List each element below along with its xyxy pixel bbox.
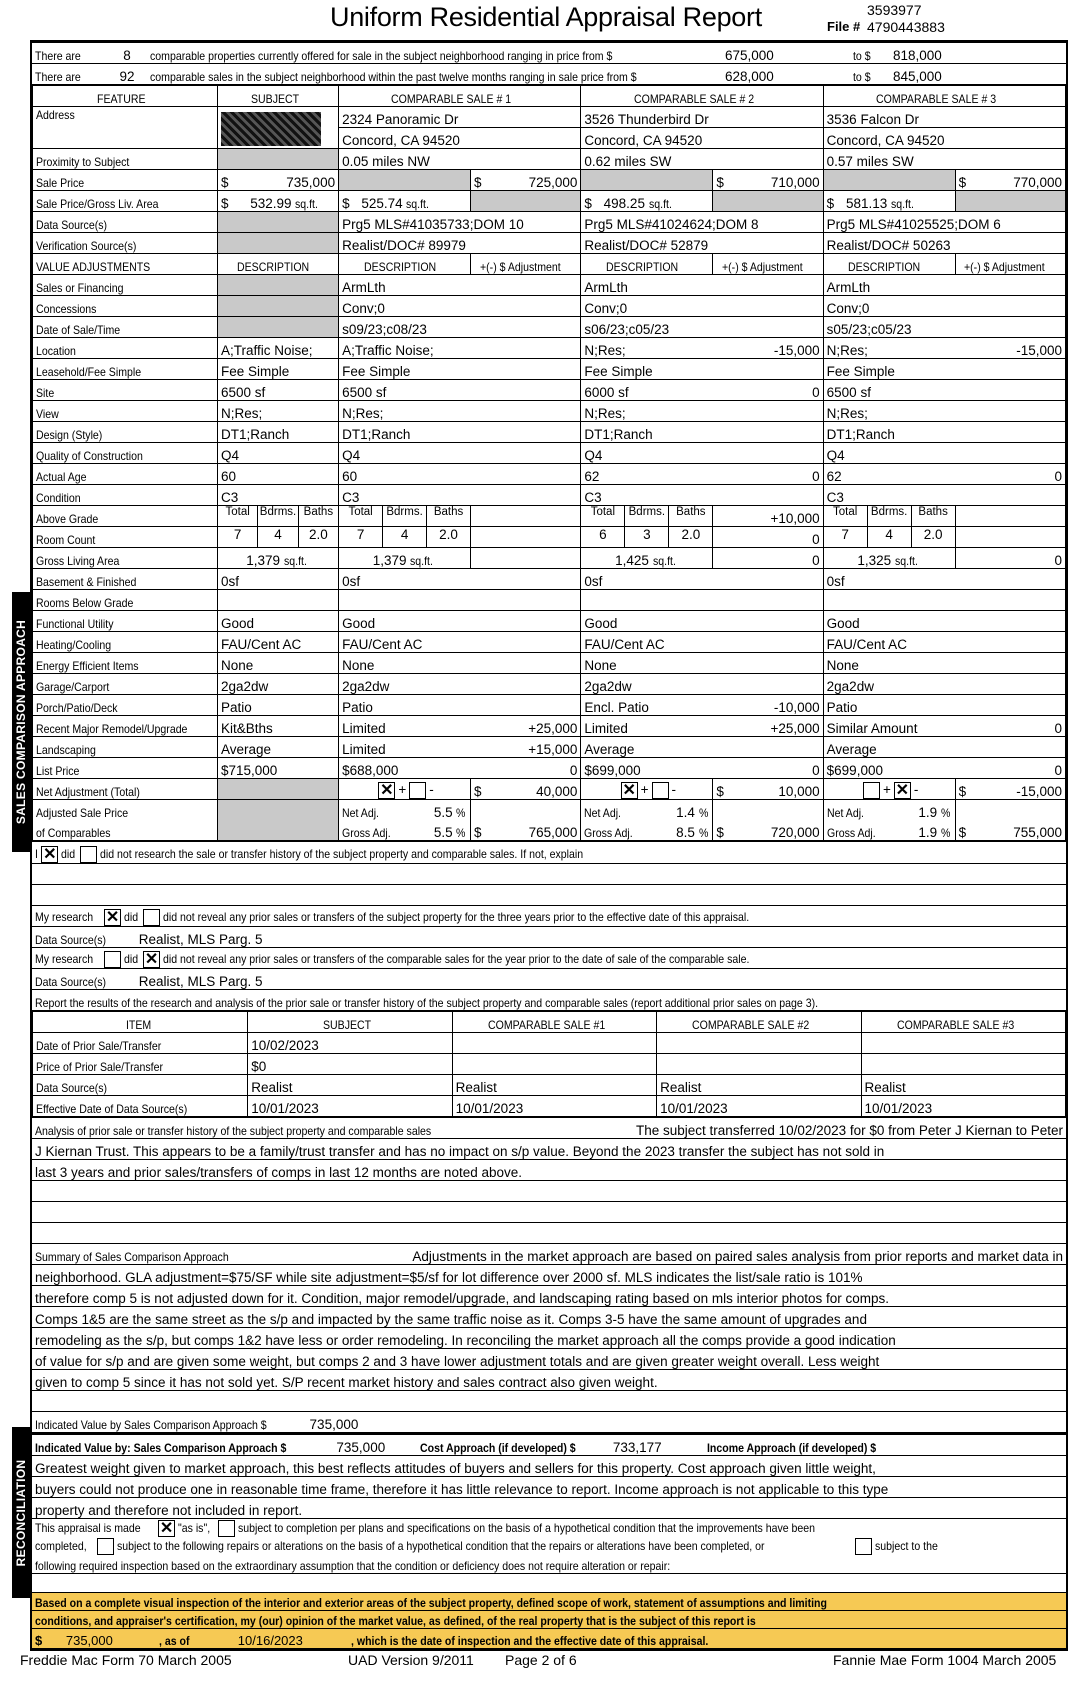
comp1-gross-pct: 5.5 bbox=[433, 825, 453, 840]
comp1-rooms_below bbox=[339, 590, 471, 611]
comp1-data_sources: Prg5 MLS#41035733;DOM 10 bbox=[339, 212, 581, 233]
comp3-heating-adj bbox=[955, 632, 1065, 653]
comp2-view: N;Res; bbox=[581, 401, 713, 422]
comp1-concessions: Conv;0 bbox=[339, 296, 471, 317]
comp3-gross-pct: 1.9 bbox=[918, 825, 938, 840]
did-not-research-checkbox[interactable] bbox=[80, 846, 97, 863]
comparison-grid: FEATURE SUBJECT COMPARABLE SALE # 1 COMPARABLE SALE # 2 COMPARABLE SALE # 3 Address 2324 Panoramic Dr 3526 Thunderbird Dr 3536 Falcon Dr Concord, CA 94520 Concord, CA 94520 Concord, CA 94520 Proximity to Subject 0.05 miles NW 0.62 miles SW 0.57 miles SW Sale Price $ 735,000 $ 725,000 $ 710,000 $ 770,000 Sale Price/Gross Liv. Area $ 532.99 sq.ft. $ 525.74 sq.ft. $ 498.25 sq.ft. $ 581.13 sq.ft. Data Source(s) Prg5 MLS#41035733;DOM 10 Prg5 MLS#41024624;DOM 8 Prg5 MLS#41025525;DOM 6 Verification Source(s) Realist/DOC# 89979 Realist/DOC# 52879 Realist/DOC# 50263 VALUE ADJUSTMENTS DESCRIPTION DESCRIPTION +(-) $ Adjustment DESCRIPTION +(-) $ Adjustment DESCRIPTION +(-) $ Adjustment Sales or Financing ArmLth ArmLth ArmLth Concessions Conv;0 Conv;0 Conv;0 Date of Sale/Time s09/23;c08/23 s06/23;c05/23 s05/23;c05/23 Location A;Traffic Noise; A;Traffic Noise; N;Res; -15,000 N;Res; -15,000 Leasehold/Fee Simple Fee Simple Fee Simple Fee Simple Fee Simple Site 6500 sf 6500 sf 6000 sf 0 6500 sf View N;Res; N;Res; N;Res; N;Res; Design (Style) DT1;Ranch DT1;Ranch DT1;Ranch DT1;Ranch Quality of Construction Q4 Q4 Q4 Q4 Actual Age 60 60 62 0 62 0 Condition C3 C3 C3 C3 Above Grade Total Bdrms. Baths Total Bdrms. Baths Total Bdrms. Baths +10,000 Total Bdrms. Baths Room Count 7 4 2.0 7 4 2.0 6 3 2.0 0 7 4 2.0 Gross Living Area 1,379 sq.ft. 1,379 sq.ft. 1,425 sq.ft. 0 1,325 sq.ft. 0 Basement & Finished 0sf 0sf 0sf 0sf Rooms Below Grade Functional Utility Good Good Good Good Heating/Cooling FAU/Cent AC FAU/Cent AC FAU/Cent AC FAU/Cent AC Energy Efficient Items None None None None Garage/Carport 2ga2dw 2ga2dw 2ga2dw 2ga2dw Porch/Patio/Deck Patio Patio Encl. Patio -10,000 Patio Recent Major Remodel/Upgrade Kit&Bths Limited +25,000 Limited +25,000 Similar Amount 0 Landscaping Average Limited +15,000 Average Average List Price $715,000 $688,000 0 $699,000 0 $699,000 0 Net Adjustment (Total) ✕ + - $ 40,000 ✕ + - $ 10,000 +✕ - $ -15,000 Adjusted Sale Price Net Adj. 5.5 % Net Adj. 1.4 % Net Adj. 1.9 % of Comparables Gross Adj. 5.5 % $ 765,000 Gross Adj. 8.5 % $ 720,000 Gross Adj. 1.9 % $ 755,000 bbox=[32, 85, 1066, 841]
comp2-energy-adj bbox=[713, 653, 823, 674]
comp3-leasehold: Fee Simple bbox=[823, 359, 955, 380]
comp2-garage-adj bbox=[713, 674, 823, 695]
comp2-design-adj bbox=[713, 422, 823, 443]
comp2-energy: None bbox=[581, 653, 713, 674]
comp3-site: 6500 sf bbox=[823, 380, 955, 401]
comp2-functional-adj bbox=[713, 611, 823, 632]
comp2-landscaping: Average bbox=[581, 737, 713, 758]
comp1-adjusted-price: 765,000 bbox=[528, 825, 578, 840]
comp1-list_price-adj: 0 bbox=[471, 758, 581, 779]
comp3-design: DT1;Ranch bbox=[823, 422, 955, 443]
comp3-verification: Realist/DOC# 50263 bbox=[823, 233, 1065, 254]
summary-line-1: Adjustments in the market approach are based on paired sales analysis from prior reports and market data in bbox=[412, 1249, 1063, 1264]
grid-row-view: View N;Res; N;Res; N;Res; N;Res; bbox=[33, 401, 1066, 422]
comp3-quality-adj bbox=[955, 443, 1065, 464]
comp1-sales_fin-adj bbox=[471, 275, 581, 296]
comp2-data_sources: Prg5 MLS#41024624;DOM 8 bbox=[581, 212, 823, 233]
grid-row-garage: Garage/Carport 2ga2dw 2ga2dw 2ga2dw 2ga2dw bbox=[33, 674, 1066, 695]
grid-row-concessions: Concessions Conv;0 Conv;0 Conv;0 bbox=[33, 296, 1066, 317]
comp3-leasehold-adj bbox=[955, 359, 1065, 380]
comp2-functional: Good bbox=[581, 611, 713, 632]
grid-row-verification: Verification Source(s) Realist/DOC# 89979 Realist/DOC# 52879 Realist/DOC# 50263 bbox=[33, 233, 1066, 254]
grid-row-functional: Functional Utility Good Good Good Good bbox=[33, 611, 1066, 632]
subject-list_price: $715,000 bbox=[217, 758, 338, 779]
comp2-list_price: $699,000 bbox=[581, 758, 713, 779]
prior-eff-date: 10/01/2023 bbox=[861, 1096, 1065, 1117]
comp3-list_price-adj: 0 bbox=[955, 758, 1065, 779]
comp2-concessions-adj bbox=[713, 296, 823, 317]
comp3-energy-adj bbox=[955, 653, 1065, 674]
subject-rooms_below bbox=[217, 590, 338, 611]
recon-line-1: Greatest weight given to market approach, this best reflects attitudes of buyers and sellers for this property. Cost approach given little weight, bbox=[32, 1456, 1066, 1477]
comp3-remodel-adj: 0 bbox=[955, 716, 1065, 737]
analysis-section: Analysis of prior sale or transfer history of the subject property and comparable sales The subject transferred 10/02/2023 for $0 from Peter J Kiernan to Peter J Kiernan Trust. This appears to be a family/trust transfer and has no impact on s/p value. Beyond the 2023 transfer the subject has not sold in last 3 years and prior sales/transfers of comps in last 12 months are noted above. Summary of Sales Comparison Approach Adjustments in the market approach are based on paired sales analysis from prior reports and market data in neighborhood. GLA adjustment=$75/SF while site adjustment=$5/sf for lot difference over 2000 sf. MLS indicates the list/sale ratio is 101% therefore comp 5 is not adjusted down for it. Condition, major remodel/upgrade, and landscaping rating based on mls interior photos for comps. Comps 1&5 are the same street as the s/p and impacted by the same traffic noise as it. Comps 3-5 have the same amount of upgrades and remodeling as the s/p, but comps 1&2 have less or order remodeling. In reconciling the market approach all the comps provide a good indication of value for s/p and are given some weight, but comps 2 and 3 have lower adjustment totals and are given greater weight overall. Less weight given to comp 5 since it has not sold yet. S/P recent market history and sales contract also given weight. Indicated Value by Sales Comparison Approach $ 735,000 bbox=[32, 1117, 1066, 1433]
comp1-rooms_below-adj bbox=[471, 590, 581, 611]
comp3-date_sale: s05/23;c05/23 bbox=[823, 317, 955, 338]
final-date: 10/16/2023 bbox=[237, 1633, 303, 1648]
comp1-garage-adj bbox=[471, 674, 581, 695]
comp3-garage-adj bbox=[955, 674, 1065, 695]
grid-row-list_price: List Price $715,000 $688,000 0 $699,000 0 $699,000 0 bbox=[33, 758, 1066, 779]
grid-row-porch: Porch/Patio/Deck Patio Patio Encl. Patio -10,000 Patio bbox=[33, 695, 1066, 716]
comp1-functional-adj bbox=[471, 611, 581, 632]
prior-subject-price: $0 bbox=[248, 1054, 452, 1075]
subject-location: A;Traffic Noise; bbox=[217, 338, 338, 359]
comp2-net-pct: 1.4 bbox=[676, 805, 695, 820]
comp3-data_sources: Prg5 MLS#41025525;DOM 6 bbox=[823, 212, 1065, 233]
comp1-net-plus-checkbox[interactable] bbox=[378, 782, 395, 799]
footer-page: Page 2 of 6 bbox=[505, 1652, 577, 1668]
comp2-sale-price: 710,000 bbox=[770, 175, 820, 190]
subject-quality: Q4 bbox=[217, 443, 338, 464]
comp1-leasehold-adj bbox=[471, 359, 581, 380]
comp2-verification: Realist/DOC# 52879 bbox=[581, 233, 823, 254]
comp-research-did-not-checkbox[interactable] bbox=[143, 951, 160, 968]
summary-line-5: remodeling as the s/p, but comps 1&2 have less or order remodeling. In reconciling the market approach all the comps provide a good indication bbox=[32, 1328, 1066, 1349]
grid-row-proximity: Proximity to Subject 0.05 miles NW 0.62 miles SW 0.57 miles SW bbox=[33, 149, 1066, 170]
comp3-design-adj bbox=[955, 422, 1065, 443]
subject-sale-gla: 532.99 bbox=[250, 196, 292, 211]
comp1-functional: Good bbox=[339, 611, 471, 632]
comp3-basement: 0sf bbox=[823, 569, 955, 590]
footer-left: Freddie Mac Form 70 March 2005 bbox=[20, 1652, 232, 1668]
comp1-net-minus-checkbox[interactable] bbox=[409, 782, 426, 799]
comp3-porch-adj bbox=[955, 695, 1065, 716]
grid-row-rooms_below: Rooms Below Grade bbox=[33, 590, 1066, 611]
comp3-date_sale-adj bbox=[955, 317, 1065, 338]
comp1-actual_age-adj bbox=[471, 464, 581, 485]
comp2-address-line1: 3526 Thunderbird Dr bbox=[581, 107, 823, 128]
comp2-concessions: Conv;0 bbox=[581, 296, 713, 317]
comp2-room-count: 6 3 2.0 bbox=[581, 527, 713, 548]
subject-view: N;Res; bbox=[217, 401, 338, 422]
as-is-checkbox[interactable] bbox=[158, 1520, 175, 1537]
comp3-actual_age-adj: 0 bbox=[955, 464, 1065, 485]
comp3-heating: FAU/Cent AC bbox=[823, 632, 955, 653]
prior-source: Realist bbox=[657, 1075, 861, 1096]
comp2-gla: 1,425 bbox=[615, 553, 649, 568]
comp2-sales_fin-adj bbox=[713, 275, 823, 296]
comp3-net-pct: 1.9 bbox=[918, 805, 938, 820]
comp3-net-total: -15,000 bbox=[1016, 784, 1062, 799]
summary-line-6: of value for s/p and are given some weight, but comps 2 and 3 have lower adjustment totals and are given greater weight overall. Less weight bbox=[32, 1349, 1066, 1370]
comp3-proximity: 0.57 miles SW bbox=[823, 149, 1065, 170]
comp1-address-line2: Concord, CA 94520 bbox=[339, 128, 581, 149]
comp1-energy: None bbox=[339, 653, 471, 674]
comp1-room-count: 7 4 2.0 bbox=[339, 527, 471, 548]
comp3-net-minus-checkbox[interactable] bbox=[894, 782, 911, 799]
subject-heating: FAU/Cent AC bbox=[217, 632, 338, 653]
comp3-location-adj: -15,000 bbox=[955, 338, 1065, 359]
file-label: File # bbox=[827, 19, 861, 34]
comp1-sale-gla: 525.74 bbox=[361, 196, 403, 211]
offered-low: 675,000 bbox=[722, 43, 850, 64]
comp2-rooms-adj: +10,000 bbox=[713, 506, 823, 527]
recon-line-2: buyers could not produce one in reasonable time frame, therefore it has little relevance to report. Income approach is not applicable to this type bbox=[32, 1477, 1066, 1498]
comp2-location-adj: -15,000 bbox=[713, 338, 823, 359]
comp1-porch: Patio bbox=[339, 695, 471, 716]
comp3-location: N;Res; bbox=[823, 338, 955, 359]
comp2-heating-adj bbox=[713, 632, 823, 653]
comp1-garage: 2ga2dw bbox=[339, 674, 471, 695]
subject-condition: C3 bbox=[217, 485, 338, 506]
comp2-quality: Q4 bbox=[581, 443, 713, 464]
prior-eff-date: 10/01/2023 bbox=[452, 1096, 656, 1117]
comp1-list_price: $688,000 bbox=[339, 758, 471, 779]
comp3-adjusted-price: 755,000 bbox=[1013, 825, 1062, 840]
comp1-actual_age: 60 bbox=[339, 464, 471, 485]
comp2-date_sale-adj bbox=[713, 317, 823, 338]
comp3-landscaping-adj bbox=[955, 737, 1065, 758]
comp2-sale-gla: 498.25 bbox=[603, 196, 645, 211]
summary-line-2: neighborhood. GLA adjustment=$75/SF while site adjustment=$5/sf for lot difference over 2000 sf. MLS indicates the list/sale ratio is 101% bbox=[32, 1265, 1066, 1286]
prior-eff-date: 10/01/2023 bbox=[248, 1096, 452, 1117]
comp1-landscaping-adj: +15,000 bbox=[471, 737, 581, 758]
comp1-design: DT1;Ranch bbox=[339, 422, 471, 443]
grid-row-remodel: Recent Major Remodel/Upgrade Kit&Bths Limited +25,000 Limited +25,000 Similar Amount 0 bbox=[33, 716, 1066, 737]
grid-row-site: Site 6500 sf 6500 sf 6000 sf 0 6500 sf bbox=[33, 380, 1066, 401]
comp3-concessions-adj bbox=[955, 296, 1065, 317]
comp1-condition-adj bbox=[471, 485, 581, 506]
analysis-line-3: last 3 years and prior sales/transfers of comps in last 12 months are noted above. bbox=[32, 1160, 1066, 1181]
recon-line-3: property and therefore not included in report. bbox=[32, 1498, 1066, 1519]
comp2-date_sale: s06/23;c05/23 bbox=[581, 317, 713, 338]
comp1-leasehold: Fee Simple bbox=[339, 359, 471, 380]
comp2-garage: 2ga2dw bbox=[581, 674, 713, 695]
comp3-view-adj bbox=[955, 401, 1065, 422]
prior-subject-date: 10/02/2023 bbox=[248, 1033, 452, 1054]
grid-row-leasehold: Leasehold/Fee Simple Fee Simple Fee Simple Fee Simple Fee Simple bbox=[33, 359, 1066, 380]
comp2-net-total: 10,000 bbox=[778, 784, 820, 799]
comp1-quality: Q4 bbox=[339, 443, 471, 464]
comp2-net-minus-checkbox[interactable] bbox=[652, 782, 669, 799]
comp1-address-line1: 2324 Panoramic Dr bbox=[339, 107, 581, 128]
analysis-line-2: J Kiernan Trust. This appears to be a family/trust transfer and has no impact on s/p value. Beyond the 2023 transfer the subject has not sold in bbox=[32, 1139, 1066, 1160]
subject-actual_age: 60 bbox=[217, 464, 338, 485]
comp3-view: N;Res; bbox=[823, 401, 955, 422]
subject-to-inspection-checkbox[interactable] bbox=[855, 1538, 872, 1555]
comp2-rooms_below bbox=[581, 590, 713, 611]
comp2-net-plus-checkbox[interactable] bbox=[621, 782, 638, 799]
comp3-sale-price: 770,000 bbox=[1013, 175, 1062, 190]
grid-row-design: Design (Style) DT1;Ranch DT1;Ranch DT1;Ranch DT1;Ranch bbox=[33, 422, 1066, 443]
comp3-remodel: Similar Amount bbox=[823, 716, 955, 737]
comp-research-source: Realist, MLS Parg. 5 bbox=[138, 974, 263, 989]
grid-row-basement: Basement & Finished 0sf 0sf 0sf 0sf bbox=[33, 569, 1066, 590]
comp3-landscaping: Average bbox=[823, 737, 955, 758]
comp2-remodel: Limited bbox=[581, 716, 713, 737]
file-top-number: 3593977 bbox=[867, 2, 922, 18]
comp3-rooms_below bbox=[823, 590, 955, 611]
grid-row-condition: Condition C3 C3 C3 C3 bbox=[33, 485, 1066, 506]
grid-row-location: Location A;Traffic Noise; A;Traffic Noise; N;Res; -15,000 N;Res; -15,000 bbox=[33, 338, 1066, 359]
comp3-functional: Good bbox=[823, 611, 955, 632]
comp3-net-plus-checkbox[interactable] bbox=[863, 782, 880, 799]
subject-remodel: Kit&Bths bbox=[217, 716, 338, 737]
sidebar-reconciliation: RECONCILIATION bbox=[12, 1427, 30, 1598]
grid-row-heating: Heating/Cooling FAU/Cent AC FAU/Cent AC FAU/Cent AC FAU/Cent AC bbox=[33, 632, 1066, 653]
final-line-2: conditions, and appraiser's certification, my (our) opinion of the market value, as defined, of the real property that is the subject of this report is bbox=[35, 1614, 756, 1628]
comp1-energy-adj bbox=[471, 653, 581, 674]
comp2-porch: Encl. Patio bbox=[581, 695, 713, 716]
comp3-rooms_below-adj bbox=[955, 590, 1065, 611]
page-title: Uniform Residential Appraisal Report bbox=[330, 2, 762, 32]
comp1-remodel: Limited bbox=[339, 716, 471, 737]
comp3-rooms-adj bbox=[955, 506, 1065, 527]
comp1-remodel-adj: +25,000 bbox=[471, 716, 581, 737]
analysis-line-1: The subject transferred 10/02/2023 for $0 from Peter J Kiernan to Peter bbox=[636, 1123, 1063, 1138]
comp2-site-adj: 0 bbox=[713, 380, 823, 401]
comp2-condition-adj bbox=[713, 485, 823, 506]
sold-low: 628,000 bbox=[722, 64, 850, 85]
comp3-gla: 1,325 bbox=[857, 553, 892, 568]
comp3-basement-adj bbox=[955, 569, 1065, 590]
sidebar-sales-comparison: SALES COMPARISON APPROACH bbox=[12, 592, 30, 852]
comp2-remodel-adj: +25,000 bbox=[713, 716, 823, 737]
comp1-net-total: 40,000 bbox=[536, 784, 578, 799]
comp2-basement-adj bbox=[713, 569, 823, 590]
subject-research-source: Realist, MLS Parg. 5 bbox=[138, 932, 263, 947]
comp2-basement: 0sf bbox=[581, 569, 713, 590]
comp3-list_price: $699,000 bbox=[823, 758, 955, 779]
comp2-list_price-adj: 0 bbox=[713, 758, 823, 779]
grid-row-quality: Quality of Construction Q4 Q4 Q4 Q4 bbox=[33, 443, 1066, 464]
subject-porch: Patio bbox=[217, 695, 338, 716]
final-value: 735,000 bbox=[65, 1633, 113, 1648]
comp2-heating: FAU/Cent AC bbox=[581, 632, 713, 653]
comp2-rooms_below-adj bbox=[713, 590, 823, 611]
comp1-proximity: 0.05 miles NW bbox=[339, 149, 581, 170]
comp2-site: 6000 sf bbox=[581, 380, 713, 401]
comp2-design: DT1;Ranch bbox=[581, 422, 713, 443]
prior-source: Realist bbox=[248, 1075, 452, 1096]
comp1-net-pct: 5.5 bbox=[433, 805, 453, 820]
prior-source: Realist bbox=[452, 1075, 656, 1096]
subject-research-did-checkbox[interactable] bbox=[104, 909, 121, 926]
comp2-gross-pct: 8.5 bbox=[676, 825, 695, 840]
subject-functional: Good bbox=[217, 611, 338, 632]
comp3-site-adj bbox=[955, 380, 1065, 401]
comp1-landscaping: Limited bbox=[339, 737, 471, 758]
comp2-sales_fin: ArmLth bbox=[581, 275, 713, 296]
subject-research-did-not-checkbox[interactable] bbox=[143, 909, 160, 926]
comp3-actual_age: 62 bbox=[823, 464, 955, 485]
subject-room-count: 7 4 2.0 bbox=[217, 527, 338, 548]
comp1-site-adj bbox=[471, 380, 581, 401]
comp1-gla: 1,379 bbox=[372, 553, 407, 568]
comp3-condition: C3 bbox=[823, 485, 955, 506]
comp2-actual_age-adj: 0 bbox=[713, 464, 823, 485]
subject-site: 6500 sf bbox=[217, 380, 338, 401]
comp1-sale-price: 725,000 bbox=[528, 175, 578, 190]
comp1-date_sale-adj bbox=[471, 317, 581, 338]
subject-to-repairs-checkbox[interactable] bbox=[97, 1538, 114, 1555]
comp2-leasehold: Fee Simple bbox=[581, 359, 713, 380]
reconciliation-section: Indicated Value by: Sales Comparison Approach $ 735,000 Cost Approach (if developed) $ 733,177 Income Approach (if developed) $ Greatest weight given to market approach, this best reflects attitudes of buyers and sellers for this property. Cost approach given little weight, buyers could not produce one in reasonable time frame, therefore it has little relevance to report. Income approach is not applicable to this type property and therefore not included in report. This appraisal is made✕ "as is", subject to completion per plans and specifications on the basis of a hypothetical condition that the improvements have been completed, subject to the following repairs or alterations on the basis of a hypothetical condition that the repairs or alterations have been completed, or subject to the following required inspection based on the extraordinary assumption that the condition or deficiency does not require alteration or repair: Based on a complete visual inspection of the interior and exterior areas of the subject property, defined scope of work, statement of assumptions and limiting conditions, and appraiser's certification, my (our) opinion of the market value, as defined, of the real property that is the subject of this report is $ 735,000 , as of 10/16/2023 , which is the date of inspection and the effective date of this appraisal. bbox=[32, 1433, 1066, 1649]
comp2-address-line2: Concord, CA 94520 bbox=[581, 128, 823, 149]
file-number: 4790443883 bbox=[867, 19, 945, 35]
comp3-functional-adj bbox=[955, 611, 1065, 632]
research-section: I✕ did did not research the sale or transfer history of the subject property and comparable sales. If not, explain My research✕ did did not reveal any prior sales or transfers of the subject property for the three years prior to the effective date of this appraisal. Data Source(s) Realist, MLS Parg. 5 My research did✕ did not reveal any prior sales or transfers of the comparable sales for the year prior to the date of sale of the comparable sale. Data Source(s) Realist, MLS Parg. 5 Report the results of the research and analysis of the prior sale or transfer history of the subject property and comparable sales (report additional prior sales on page 3). bbox=[32, 841, 1066, 1011]
subject-gla: 1,379 bbox=[246, 553, 281, 568]
comp1-basement-adj bbox=[471, 569, 581, 590]
comp3-energy: None bbox=[823, 653, 955, 674]
grid-row-data_sources: Data Source(s) Prg5 MLS#41035733;DOM 10 Prg5 MLS#41024624;DOM 8 Prg5 MLS#41025525;DOM 6 bbox=[33, 212, 1066, 233]
comp1-basement: 0sf bbox=[339, 569, 471, 590]
subject-basement: 0sf bbox=[217, 569, 338, 590]
comp3-address-line1: 3536 Falcon Dr bbox=[823, 107, 1065, 128]
grid-row-date_sale: Date of Sale/Time s09/23;c08/23 s06/23;c05/23 s05/23;c05/23 bbox=[33, 317, 1066, 338]
comp3-address-line2: Concord, CA 94520 bbox=[823, 128, 1065, 149]
comp1-heating: FAU/Cent AC bbox=[339, 632, 471, 653]
grid-row-actual_age: Actual Age 60 60 62 0 62 0 bbox=[33, 464, 1066, 485]
indicated-value-sca: 735,000 bbox=[309, 1417, 359, 1432]
comp1-porch-adj bbox=[471, 695, 581, 716]
comp1-view: N;Res; bbox=[339, 401, 471, 422]
comp1-location: A;Traffic Noise; bbox=[339, 338, 471, 359]
comp1-concessions-adj bbox=[471, 296, 581, 317]
market-summary: There are 8 comparable properties currently offered for sale in the subject neighborhood ranging in price from $ 675,000 to $ 818,000 There are 92 comparable sales in the subject neighborhood within the past twelve months ranging in sale price from $ 628,000 to $ 845,000 bbox=[32, 42, 1066, 85]
subject-to-completion-checkbox[interactable] bbox=[218, 1520, 235, 1537]
offered-high: 818,000 bbox=[890, 43, 1066, 64]
grid-row-energy: Energy Efficient Items None None None None bbox=[33, 653, 1066, 674]
grid-row-sales_fin: Sales or Financing ArmLth ArmLth ArmLth bbox=[33, 275, 1066, 296]
comp-research-did-checkbox[interactable] bbox=[104, 951, 121, 968]
subject-design: DT1;Ranch bbox=[217, 422, 338, 443]
comp2-landscaping-adj bbox=[713, 737, 823, 758]
comp1-verification: Realist/DOC# 89979 bbox=[339, 233, 581, 254]
comp3-sale-gla: 581.13 bbox=[845, 196, 888, 211]
summary-line-3: therefore comp 5 is not adjusted down for it. Condition, major remodel/upgrade, and landscaping rating based on mls interior photos for comps. bbox=[32, 1286, 1066, 1307]
comp2-view-adj bbox=[713, 401, 823, 422]
comp1-condition: C3 bbox=[339, 485, 471, 506]
comp1-location-adj bbox=[471, 338, 581, 359]
recon-cost-value: 733,177 bbox=[612, 1440, 662, 1455]
prior-source: Realist bbox=[861, 1075, 1065, 1096]
grid-row-landscaping: Landscaping Average Limited +15,000 Average Average bbox=[33, 737, 1066, 758]
recon-sca-value: 735,000 bbox=[336, 1440, 386, 1455]
subject-garage: 2ga2dw bbox=[217, 674, 338, 695]
subject-leasehold: Fee Simple bbox=[217, 359, 338, 380]
comp1-site: 6500 sf bbox=[339, 380, 471, 401]
comp2-proximity: 0.62 miles SW bbox=[581, 149, 823, 170]
comp2-adjusted-price: 720,000 bbox=[770, 825, 820, 840]
comp1-rooms-adj bbox=[471, 506, 581, 527]
comp3-porch: Patio bbox=[823, 695, 955, 716]
comp2-actual_age: 62 bbox=[581, 464, 713, 485]
sold-count: 92 bbox=[107, 64, 147, 85]
prior-eff-date: 10/01/2023 bbox=[657, 1096, 861, 1117]
comp1-view-adj bbox=[471, 401, 581, 422]
comp3-garage: 2ga2dw bbox=[823, 674, 955, 695]
footer-right: Fannie Mae Form 1004 March 2005 bbox=[833, 1652, 1057, 1668]
comp3-concessions: Conv;0 bbox=[823, 296, 955, 317]
offered-count: 8 bbox=[107, 43, 147, 64]
comp2-porch-adj: -10,000 bbox=[713, 695, 823, 716]
form-frame bbox=[30, 40, 1068, 1651]
did-research-checkbox[interactable] bbox=[41, 846, 58, 863]
prior-sales-table: ITEM SUBJECT COMPARABLE SALE #1 COMPARABLE SALE #2 COMPARABLE SALE #3 Date of Prior Sale/Transfer 10/02/2023 Price of Prior Sale/Transfer $0 Data Source(s) Realist Realist Realist Realist Effective Date of Data Source(s) 10/01/2023 10/01/2023 10/01/2023 10/01/2023 bbox=[32, 1011, 1066, 1117]
comp2-location: N;Res; bbox=[581, 338, 713, 359]
subject-sale-price: 735,000 bbox=[286, 175, 336, 190]
comp3-quality: Q4 bbox=[823, 443, 955, 464]
final-line-1: Based on a complete visual inspection of the interior and exterior areas of the subject property, defined scope of work, statement of assumptions and limiting bbox=[35, 1596, 827, 1610]
comp3-sales_fin: ArmLth bbox=[823, 275, 955, 296]
sold-high: 845,000 bbox=[890, 64, 1066, 85]
comp2-quality-adj bbox=[713, 443, 823, 464]
comp2-condition: C3 bbox=[581, 485, 713, 506]
subject-address-redacted bbox=[217, 107, 338, 149]
comp1-date_sale: s09/23;c08/23 bbox=[339, 317, 471, 338]
comp3-sales_fin-adj bbox=[955, 275, 1065, 296]
comp3-condition-adj bbox=[955, 485, 1065, 506]
summary-line-4: Comps 1&5 are the same street as the s/p and impacted by the same traffic noise as it. Comps 3-5 have the same amount of upgrades and bbox=[32, 1307, 1066, 1328]
comp1-quality-adj bbox=[471, 443, 581, 464]
comp3-room-count: 7 4 2.0 bbox=[823, 527, 955, 548]
footer-uad: UAD Version 9/2011 bbox=[348, 1652, 474, 1668]
subject-landscaping: Average bbox=[217, 737, 338, 758]
comp1-heating-adj bbox=[471, 632, 581, 653]
comp2-leasehold-adj bbox=[713, 359, 823, 380]
summary-line-7: given to comp 5 since it has not sold yet. S/P recent market history and sales contract also given weight. bbox=[32, 1370, 1066, 1391]
comp1-design-adj bbox=[471, 422, 581, 443]
comp1-sales_fin: ArmLth bbox=[339, 275, 471, 296]
subject-energy: None bbox=[217, 653, 338, 674]
